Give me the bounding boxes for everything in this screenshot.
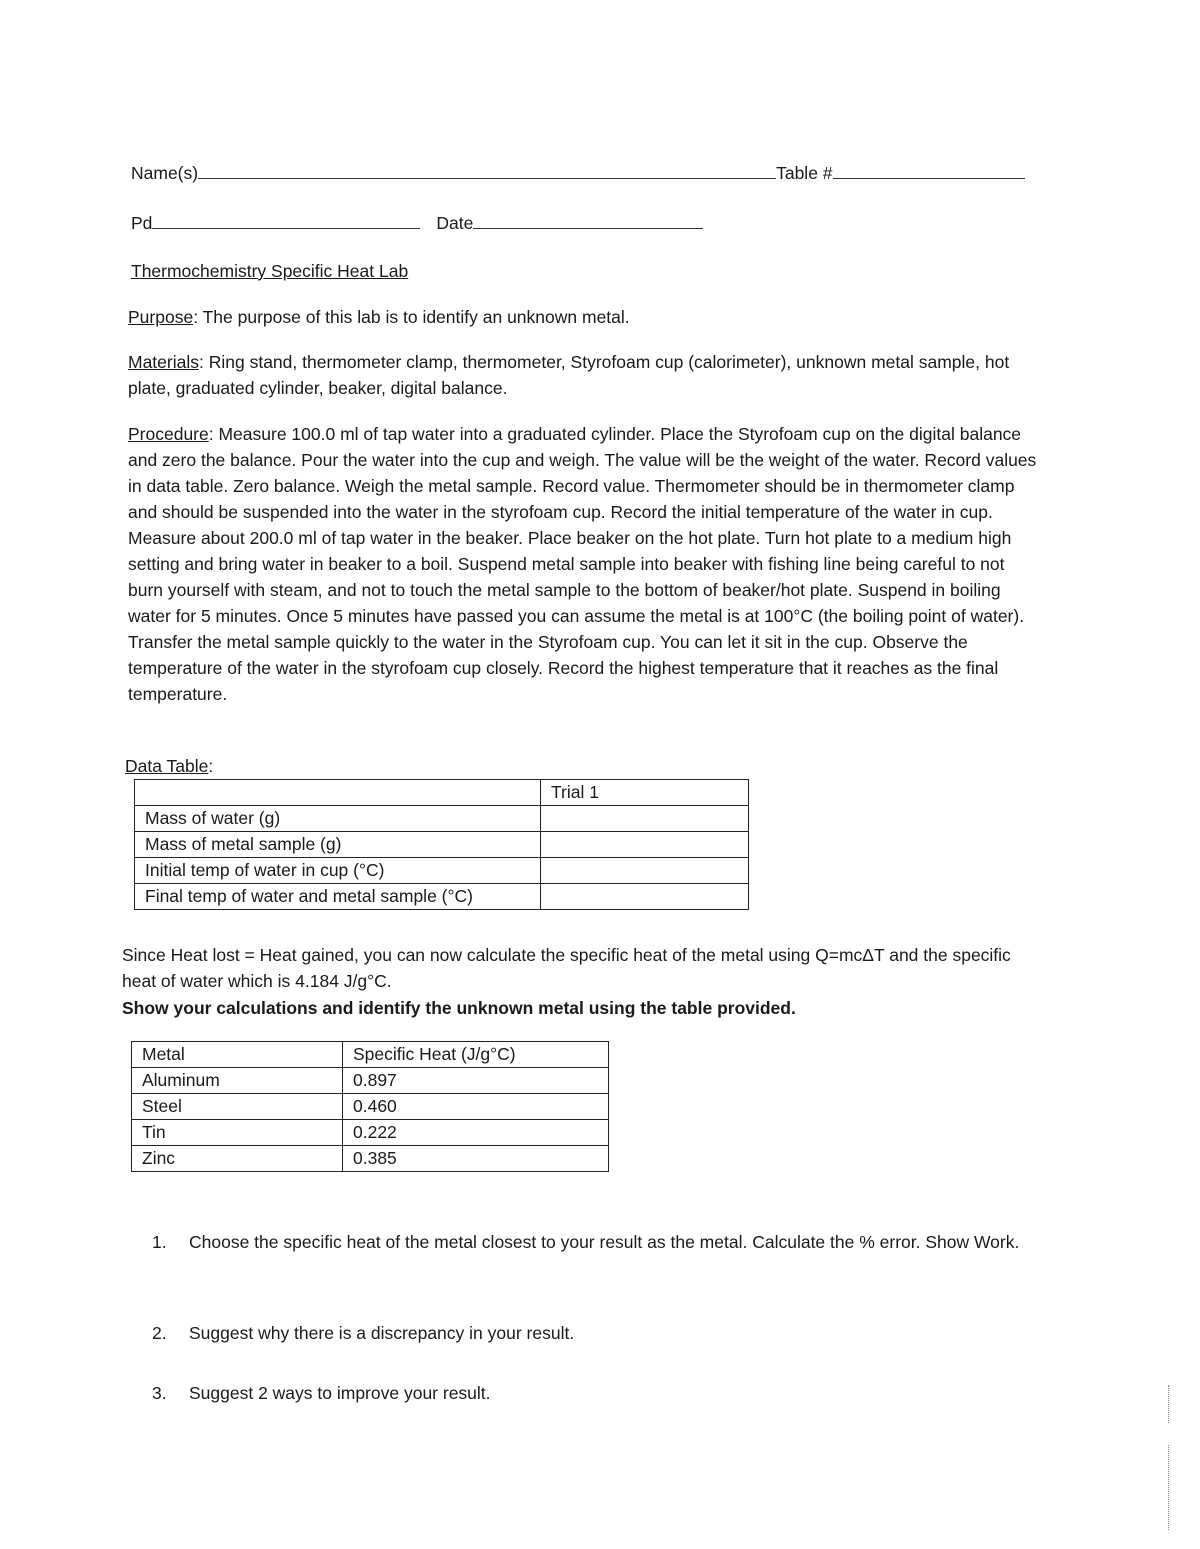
table-cell: Aluminum	[132, 1068, 343, 1094]
procedure-section	[128, 421, 1038, 707]
trial-input-cell[interactable]	[541, 832, 749, 858]
pd-field[interactable]	[152, 212, 420, 229]
date-field[interactable]	[473, 212, 703, 229]
table-cell: 0.385	[343, 1146, 609, 1172]
table-row	[135, 884, 749, 910]
data-table	[134, 779, 749, 910]
question-number: 3.	[152, 1383, 167, 1403]
materials-text: : Ring stand, thermometer clamp, thermometer, Styrofoam cup (calorimeter), unknown metal sample, hot plate, graduated cylinder, beaker, digital balance.	[128, 352, 1010, 398]
question-text: Suggest 2 ways to improve your result.	[189, 1383, 491, 1403]
table-cell	[135, 780, 541, 806]
names-label: Name(s)	[131, 163, 199, 183]
question-3	[152, 1378, 1052, 1410]
table-cell: Steel	[132, 1094, 343, 1120]
table-number-label: Table #	[776, 163, 833, 183]
scan-mark	[1168, 1445, 1171, 1530]
calc-instructions: Since Heat lost = Heat gained, you can now calculate the specific heat of the metal using Q=mcΔT and the specific heat of water which is 4.184 J/g°C.	[122, 945, 1011, 991]
procedure-label: Procedure	[128, 424, 209, 444]
table-number-field[interactable]	[833, 162, 1025, 179]
question-1	[152, 1227, 1052, 1289]
names-row	[131, 160, 1025, 186]
table-row	[132, 1146, 609, 1172]
names-field[interactable]	[198, 162, 776, 179]
purpose-text: : The purpose of this lab is to identify an unknown metal.	[193, 307, 630, 327]
table-row	[132, 1120, 609, 1146]
metal-header: Metal	[132, 1042, 343, 1068]
calc-bold-instructions: Show your calculations and identify the unknown metal using the table provided.	[122, 998, 796, 1018]
purpose-section	[128, 304, 1038, 330]
question-number: 1.	[152, 1232, 167, 1252]
question-number: 2.	[152, 1323, 167, 1343]
table-cell: Final temp of water and metal sample (°C)	[135, 884, 541, 910]
table-cell: 0.897	[343, 1068, 609, 1094]
pd-date-row	[131, 210, 703, 236]
pd-label: Pd	[131, 213, 153, 233]
purpose-label: Purpose	[128, 307, 194, 327]
table-row	[135, 806, 749, 832]
question-text: Suggest why there is a discrepancy in your result.	[189, 1323, 575, 1343]
question-2	[152, 1318, 1052, 1350]
data-table-heading	[125, 753, 213, 779]
trial-1-header: Trial 1	[541, 780, 749, 806]
table-row	[135, 780, 749, 806]
table-row	[132, 1068, 609, 1094]
table-row	[132, 1042, 609, 1068]
date-label: Date	[436, 213, 474, 233]
table-cell: Mass of metal sample (g)	[135, 832, 541, 858]
table-cell: Initial temp of water in cup (°C)	[135, 858, 541, 884]
data-table-colon: :	[208, 756, 214, 776]
table-row	[135, 832, 749, 858]
procedure-text: : Measure 100.0 ml of tap water into a graduated cylinder. Place the Styrofoam cup on the digital balance and zero the balance. Pour the water into the cup and weigh. The value will be the weight of the water. Record values in data table. Zero balance. Weigh the metal sample. Record value. Thermometer should be in thermometer clamp and should be suspended into the water in the styrofoam cup. Record the initial temperature of the water in cup. Measure about 200.0 ml of tap water in the beaker. Place beaker on the hot plate. Turn hot plate to a medium high setting and bring water in beaker to a boil. Suspend metal sample into beaker with fishing line being careful to not burn yourself with steam, and not to touch the metal sample to the bottom of beaker/hot plate. Suspend in boiling water for 5 minutes. Once 5 minutes have passed you can assume the metal is at 100°C (the boiling point of water). Transfer the metal sample quickly to the water in the Styrofoam cup. You can let it sit in the cup. Observe the temperature of the water in the styrofoam cup closely. Record the highest temperature that it reaches as the final temperature.	[128, 424, 1037, 704]
trial-input-cell[interactable]	[541, 884, 749, 910]
table-cell: 0.460	[343, 1094, 609, 1120]
question-text: Choose the specific heat of the metal closest to your result as the metal. Calculate the % error. Show Work.	[189, 1232, 1020, 1252]
table-cell: 0.222	[343, 1120, 609, 1146]
specific-heat-header: Specific Heat (J/g°C)	[343, 1042, 609, 1068]
materials-section	[128, 349, 1038, 401]
table-row	[132, 1094, 609, 1120]
materials-label: Materials	[128, 352, 199, 372]
table-cell: Mass of water (g)	[135, 806, 541, 832]
trial-input-cell[interactable]	[541, 858, 749, 884]
page-title: Thermochemistry Specific Heat Lab	[131, 261, 409, 281]
table-cell: Zinc	[132, 1146, 343, 1172]
scan-mark	[1168, 1385, 1171, 1423]
data-table-label: Data Table	[125, 756, 209, 776]
trial-input-cell[interactable]	[541, 806, 749, 832]
metal-table	[131, 1041, 609, 1172]
table-row	[135, 858, 749, 884]
table-cell: Tin	[132, 1120, 343, 1146]
